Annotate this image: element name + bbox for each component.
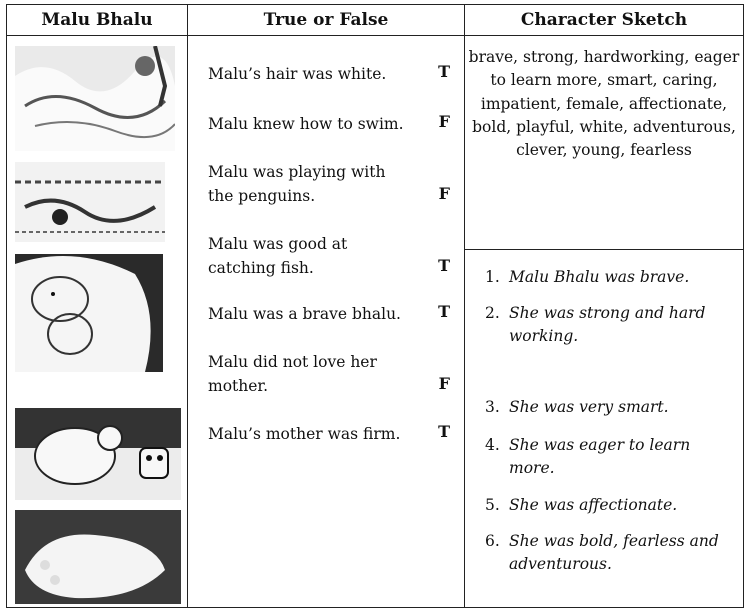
- sentence-text: She was bold, fearless and adventurous.: [509, 532, 719, 573]
- penguins-illustration: [15, 162, 165, 242]
- answer-mark: F: [438, 374, 450, 393]
- sentence-text: She was very smart.: [509, 398, 669, 416]
- sketch-sentence: [485, 530, 725, 576]
- header-row: [7, 5, 744, 36]
- character-sketch-cell: [465, 36, 744, 608]
- header-true-or-false: True or False: [188, 5, 465, 36]
- header-character-sketch: Character Sketch: [465, 5, 744, 36]
- sentence-text: She was eager to learn more.: [509, 436, 691, 477]
- sketch-sentence: [485, 494, 725, 517]
- snowy-landscape-illustration: [15, 46, 175, 151]
- worksheet-table: [6, 4, 744, 608]
- sentence-number: 2.: [485, 304, 500, 322]
- answer-mark: F: [438, 112, 450, 131]
- bear-paw-illustration: [15, 510, 181, 604]
- statement-text: Malu’s mother was firm.: [208, 425, 401, 443]
- sentence-text: She was affectionate.: [509, 496, 678, 514]
- header-malu-bhalu: Malu Bhalu: [7, 5, 188, 36]
- sentence-number: 1.: [485, 268, 500, 286]
- statement-text: Malu knew how to swim.: [208, 115, 404, 133]
- bear-and-cub-scene-illustration: [15, 408, 181, 500]
- statement-text: Malu was playing with the penguins.: [208, 163, 386, 205]
- statement-text: Malu was a brave bhalu.: [208, 305, 401, 323]
- sentence-text: Malu Bhalu was brave.: [509, 268, 690, 286]
- mother-and-cub-illustration: [15, 254, 163, 372]
- sketch-sentence: [485, 302, 725, 348]
- sentence-text: She was strong and hard working.: [509, 304, 706, 345]
- statement-text: Malu did not love her mother.: [208, 353, 377, 395]
- body-row: [7, 36, 744, 608]
- character-traits: brave, strong, hardworking, eager to learn more, smart, caring, impatient, female, affectionate, bold, playful, white, adventurous, clever, young, fearless: [465, 36, 743, 250]
- sentence-number: 5.: [485, 496, 500, 514]
- statement-text: Malu was good at catching fish.: [208, 235, 348, 277]
- sentence-number: 4.: [485, 436, 500, 454]
- sentence-number: 3.: [485, 398, 500, 416]
- answer-mark: F: [438, 184, 450, 203]
- illustrations-cell: [7, 36, 188, 608]
- sentence-number: 6.: [485, 532, 500, 550]
- worksheet: [6, 4, 740, 608]
- sketch-sentence: [485, 266, 725, 289]
- statement-text: Malu’s hair was white.: [208, 65, 387, 83]
- true-false-cell: [188, 36, 465, 608]
- answer-mark: T: [438, 302, 450, 321]
- sketch-sentence: [485, 434, 725, 480]
- answer-mark: T: [438, 256, 450, 275]
- answer-mark: T: [438, 422, 450, 441]
- answer-mark: T: [438, 62, 450, 81]
- sketch-sentence: [485, 396, 725, 419]
